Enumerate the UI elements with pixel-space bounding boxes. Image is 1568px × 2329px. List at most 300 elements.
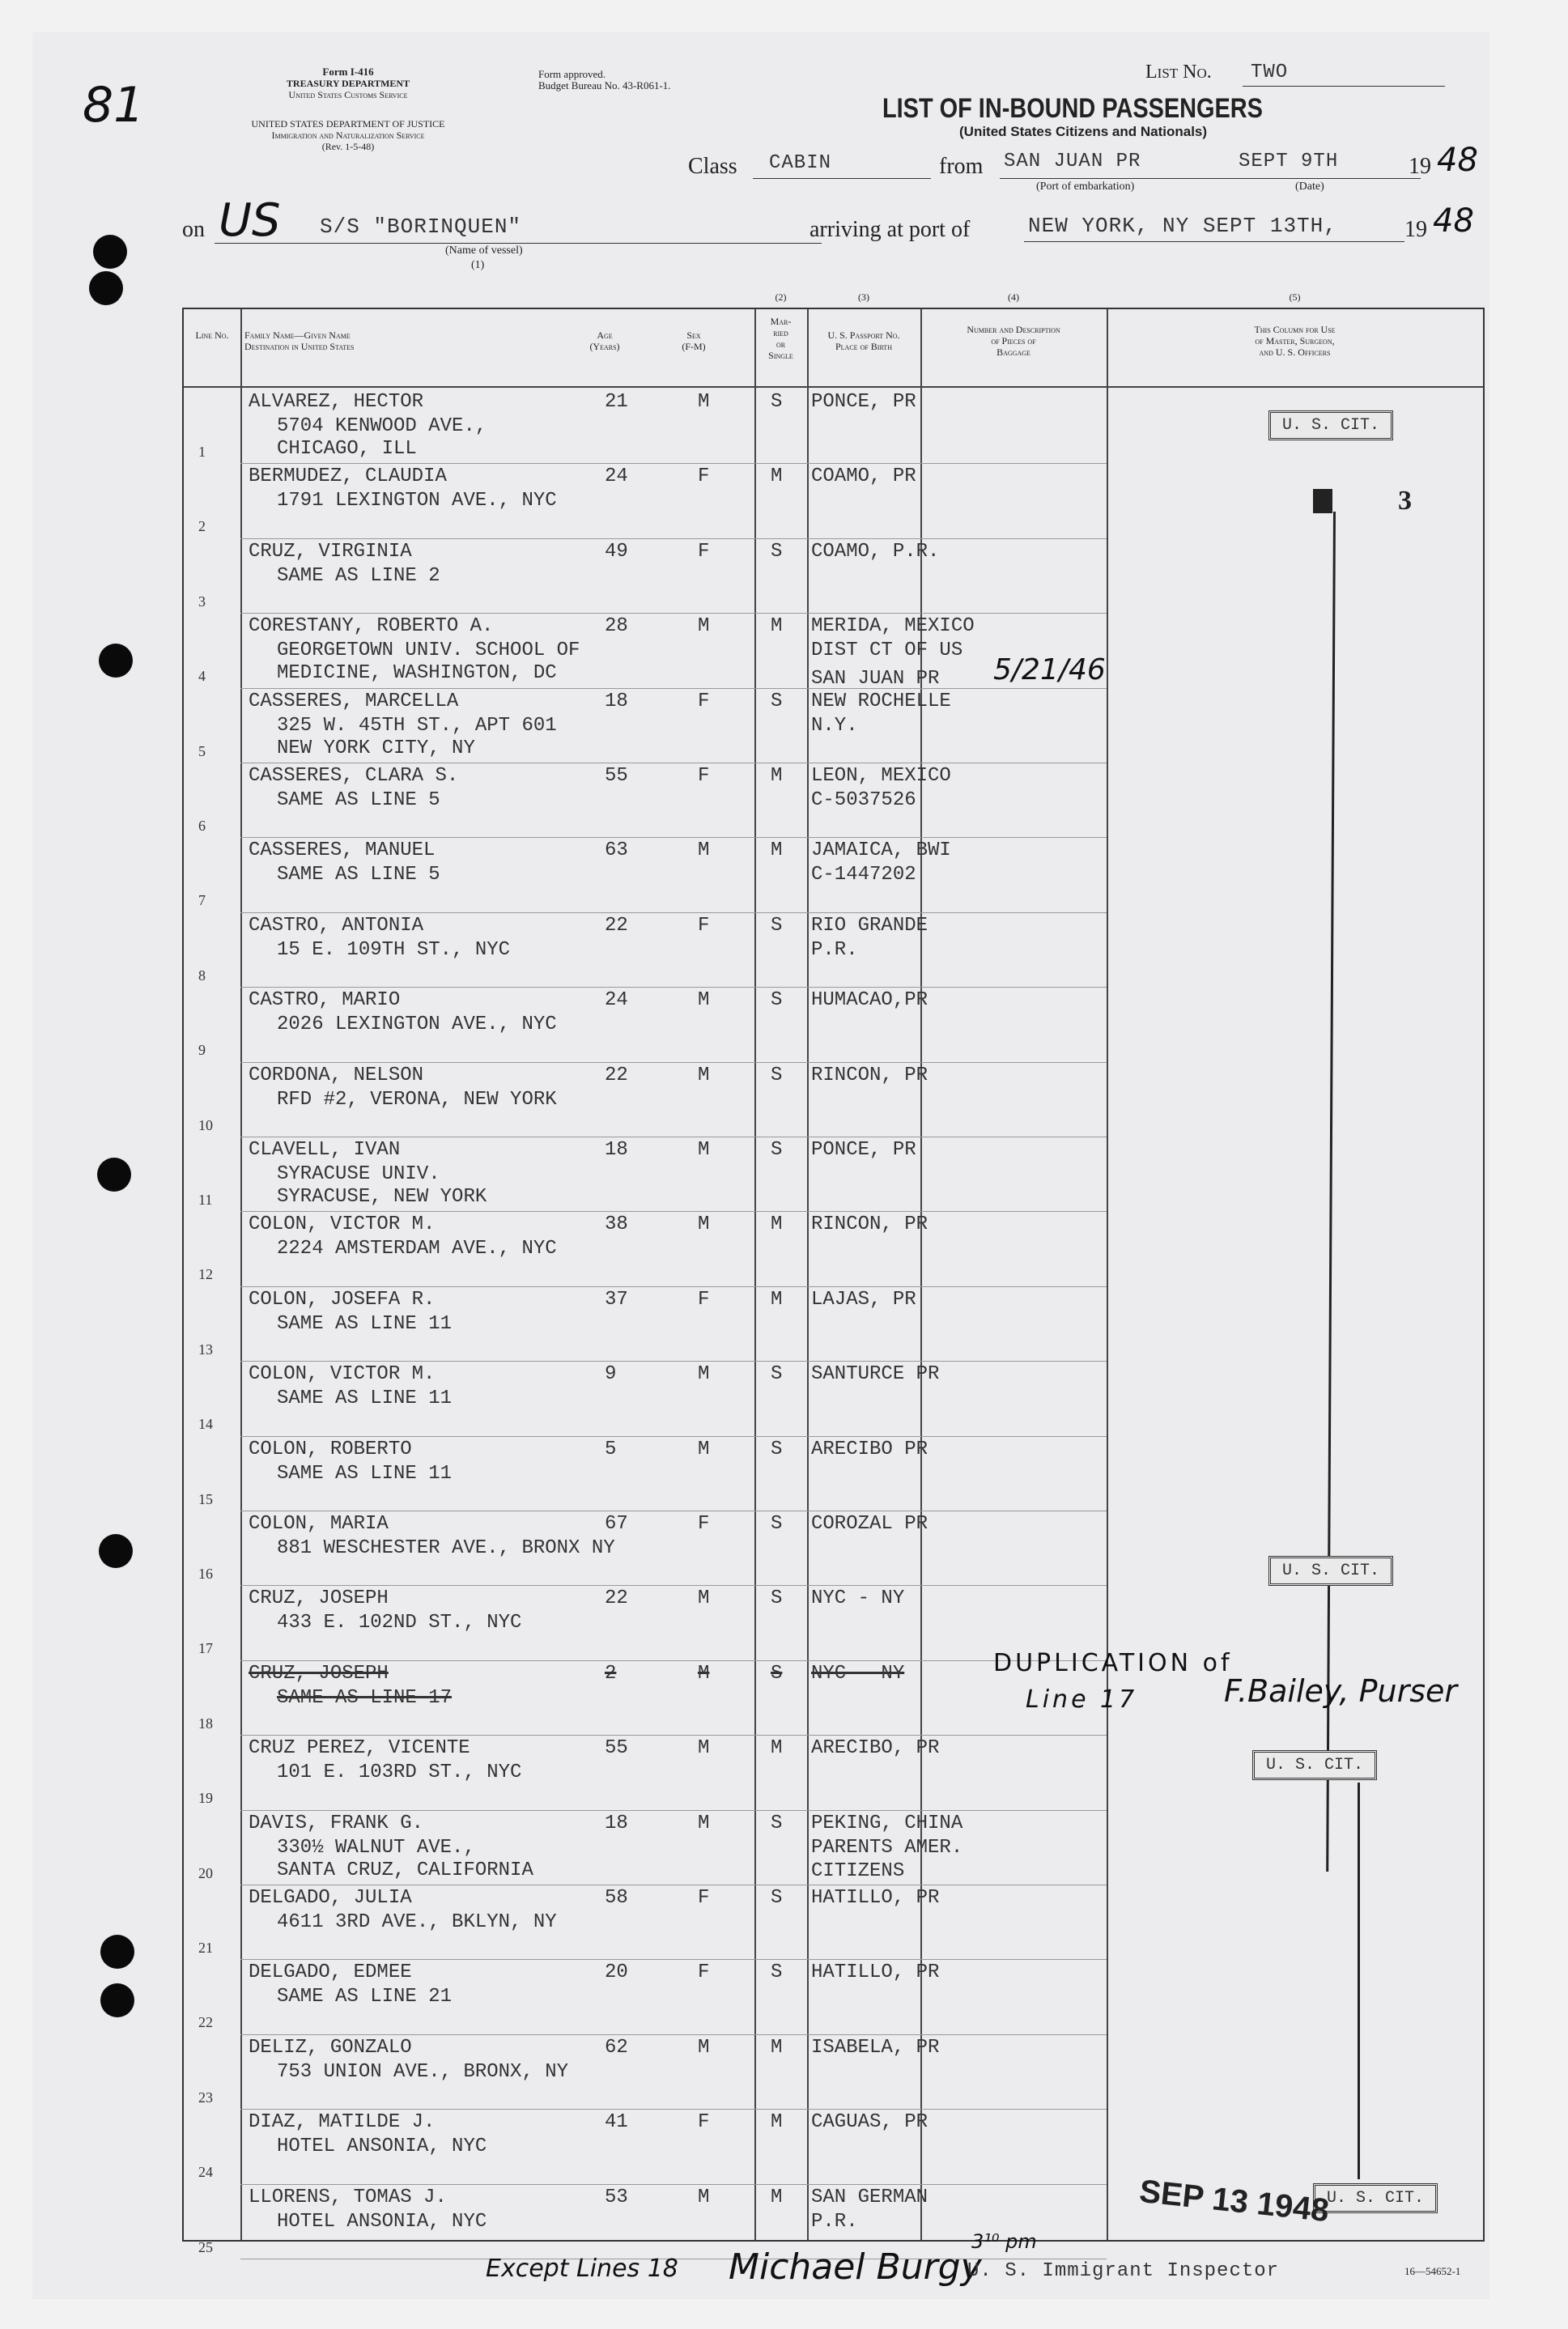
row-divider [240, 987, 1107, 988]
col1-caption: (1) [471, 259, 485, 271]
destination-line1: 2026 LEXINGTON AVE., NYC [277, 1014, 557, 1036]
row-divider [240, 1062, 1107, 1063]
destination-line1: 330½ WALNUT AVE., [277, 1836, 475, 1859]
col-header-sex: Sex (F-M) [682, 329, 706, 352]
passenger-name: COLON, VICTOR M. [249, 1363, 436, 1386]
passenger-name: CORESTANY, ROBERTO A. [249, 615, 494, 638]
passenger-list-page [32, 32, 1489, 2299]
marital-status: M [771, 2036, 783, 2059]
age: 21 [605, 391, 628, 413]
destination-line1: 101 E. 103RD ST., NYC [277, 1762, 522, 1784]
sex: F [698, 1961, 710, 1984]
row-divider [240, 2109, 1107, 2110]
passenger-name: CASSERES, CLARA S. [249, 765, 459, 787]
age: 18 [605, 690, 628, 712]
passenger-name: CORDONA, NELSON [249, 1064, 424, 1086]
birthplace-line2: C-1447202 [811, 864, 916, 886]
sex: M [698, 1587, 710, 1610]
table-row [184, 540, 1483, 616]
birthplace-line2: DIST CT OF US [811, 640, 963, 662]
us-cit-stamp: U. S. CIT. [1268, 1556, 1393, 1586]
passenger-name: ALVAREZ, HECTOR [249, 391, 424, 413]
check-arrow-line [1358, 1783, 1360, 2179]
sex: F [698, 914, 710, 937]
birthplace-line1: RINCON, PR [811, 1064, 928, 1086]
count-mark-icon [1313, 489, 1332, 513]
marital-status: S [771, 1812, 783, 1834]
birthplace-line1: HUMACAO,PR [811, 989, 928, 1012]
birthplace-line1: COAMO, PR [811, 465, 916, 488]
age: 18 [605, 1812, 628, 1834]
birthplace-line2: N.Y. [811, 714, 858, 737]
table-row [184, 2110, 1483, 2187]
passenger-name: DAVIS, FRANK G. [249, 1812, 424, 1834]
row-divider [240, 2184, 1107, 2185]
dept-treasury: TREASURY DEPARTMENT [286, 78, 410, 89]
marital-status: S [771, 540, 783, 563]
line-number: 25 [198, 2238, 213, 2255]
birthplace-line1: COAMO, P.R. [811, 540, 940, 563]
age: 53 [605, 2186, 628, 2208]
destination-line2: NEW YORK CITY, NY [277, 737, 475, 759]
us-cit-stamp: U. S. CIT. [1313, 2183, 1438, 2213]
birthplace-line1: ISABELA, PR [811, 2036, 940, 2059]
year-hand: 48 [1437, 142, 1478, 179]
line-number: 6 [198, 818, 206, 834]
passenger-name: DELGADO, EDMEE [249, 1961, 412, 1984]
birthplace-line1: NYC - NY [811, 1662, 905, 1685]
sex: F [698, 1887, 710, 1909]
row-divider [240, 463, 1107, 464]
destination-line1: SAME AS LINE 21 [277, 1986, 453, 2008]
sex: F [698, 1513, 710, 1535]
birthplace-line1: LEON, MEXICO [811, 765, 951, 787]
row-divider [240, 1585, 1107, 1586]
age: 18 [605, 1139, 628, 1161]
passenger-name: DELGADO, JULIA [249, 1887, 412, 1909]
destination-line1: RFD #2, VERONA, NEW YORK [277, 1088, 557, 1111]
date-stamp: SEP 13 1948 [1137, 2173, 1331, 2229]
passenger-table [182, 291, 1485, 2255]
purser-signature: F.Bailey, Purser [1224, 1673, 1458, 1709]
passenger-name: DELIZ, GONZALO [249, 2036, 412, 2059]
us-cit-stamp: U. S. CIT. [1268, 410, 1393, 440]
sex: M [698, 1812, 710, 1834]
col-header-officers: This Column for Use of Master, Surgeon, and U. S. Officers [1254, 324, 1336, 358]
destination-line2: CHICAGO, ILL [277, 438, 417, 460]
age: 22 [605, 1064, 628, 1086]
destination-line1: 2224 AMSTERDAM AVE., NYC [277, 1238, 557, 1260]
passenger-name: LLORENS, TOMAS J. [249, 2186, 447, 2208]
marital-status: S [771, 1438, 783, 1460]
age: 62 [605, 2036, 628, 2059]
punch-hole [100, 1983, 134, 2017]
passenger-name: CASSERES, MARCELLA [249, 690, 459, 712]
marital-status: M [771, 1213, 783, 1236]
duplication-note: DUPLICATION of [993, 1649, 1233, 1677]
birthplace-line2: C-5037526 [811, 789, 916, 811]
punch-hole [99, 644, 133, 678]
age: 55 [605, 1737, 628, 1760]
punch-hole [99, 1534, 133, 1568]
table-row [184, 1587, 1483, 1663]
col-header-passport: U. S. Passport No. Place of Birth [827, 329, 900, 352]
embark-date: SEPT 9TH [1239, 151, 1339, 172]
port-caption: (Port of embarkation) [1036, 181, 1135, 193]
row-divider [240, 613, 1107, 614]
line-number: 24 [198, 2164, 213, 2181]
marital-status: M [771, 2186, 783, 2208]
marital-status: M [771, 1737, 783, 1760]
class-line [753, 178, 931, 179]
birthplace-line1: RIO GRANDE [811, 914, 928, 937]
row4-handwritten-date: 5/21/46 [993, 653, 1106, 686]
sex: F [698, 690, 710, 712]
row-divider [240, 538, 1107, 539]
marital-status: S [771, 1961, 783, 1984]
row-divider [240, 912, 1107, 913]
age: 49 [605, 540, 628, 563]
line-number: 16 [198, 1566, 213, 1582]
col-header-2: (2) [775, 291, 787, 303]
line-number: 22 [198, 2014, 213, 2031]
vessel-caption: (Name of vessel) [445, 244, 523, 257]
passenger-name: CRUZ PEREZ, VICENTE [249, 1737, 470, 1760]
birthplace-line1: MERIDA, MEXICO [811, 615, 975, 638]
age: 22 [605, 914, 628, 937]
row-divider [240, 688, 1107, 689]
row-divider [240, 1286, 1107, 1287]
form-code: 16—54652-1 [1404, 2265, 1461, 2277]
line-number: 18 [198, 1715, 213, 1732]
row4-birth-line3: SAN JUAN PR [811, 668, 940, 690]
inspector-label: U. S. Immigrant Inspector [967, 2260, 1280, 2282]
line-number: 9 [198, 1042, 206, 1059]
passenger-name: CASTRO, ANTONIA [249, 914, 424, 937]
footer-note: Except Lines 18 [486, 2255, 678, 2283]
destination-line2: MEDICINE, WASHINGTON, DC [277, 662, 557, 685]
marital-status: S [771, 1662, 783, 1685]
dept-customs: United States Customs Service [288, 89, 408, 100]
line-number: 23 [198, 2089, 213, 2106]
passenger-name: CRUZ, VIRGINIA [249, 540, 412, 563]
table-row [184, 839, 1483, 915]
sex: M [698, 1213, 710, 1236]
col-header-3: (3) [858, 291, 869, 303]
vessel-line [215, 243, 822, 244]
arr-year-hand: 48 [1433, 202, 1474, 240]
from-label: from [939, 154, 984, 179]
passenger-name: BERMUDEZ, CLAUDIA [249, 465, 447, 488]
age: 58 [605, 1887, 628, 1909]
line-number: 13 [198, 1341, 213, 1358]
birthplace-line2: P.R. [811, 938, 858, 961]
row20-birth-line3: CITIZENS [811, 1860, 905, 1882]
row-divider [240, 1211, 1107, 1212]
birthplace-line2: P.R. [811, 2210, 858, 2233]
arriving-label: arriving at port of [809, 217, 971, 242]
age: 24 [605, 989, 628, 1012]
birthplace-line1: SANTURCE PR [811, 1363, 940, 1386]
row-divider [240, 1810, 1107, 1811]
destination-line1: 1791 LEXINGTON AVE., NYC [277, 490, 557, 512]
table-row [184, 1886, 1483, 1962]
header-divider [184, 386, 1483, 388]
marital-status: S [771, 690, 783, 712]
destination-line1: HOTEL ANSONIA, NYC [277, 2210, 487, 2233]
destination-line1: SAME AS LINE 11 [277, 1462, 453, 1485]
age: 20 [605, 1961, 628, 1984]
us-cit-stamp: U. S. CIT. [1252, 1750, 1377, 1780]
dept-ins: Immigration and Naturalization Service [271, 130, 425, 141]
birthplace-line2: PARENTS AMER. [811, 1836, 963, 1859]
col-header-line-no: Line No. [195, 329, 229, 341]
sex: M [698, 1064, 710, 1086]
birthplace-line1: ARECIBO PR [811, 1438, 928, 1460]
destination-line1: SAME AS LINE 17 [277, 1686, 453, 1709]
passenger-name: CRUZ, JOSEPH [249, 1662, 389, 1685]
sex: M [698, 989, 710, 1012]
line-number: 7 [198, 892, 206, 909]
table-row [184, 764, 1483, 840]
list-no-line [1243, 86, 1445, 87]
line-number: 11 [198, 1192, 213, 1208]
age: 9 [605, 1363, 617, 1386]
col-header-married: Mar- ried or Single [768, 316, 793, 361]
marital-status: M [771, 1288, 783, 1311]
page-title: LIST OF IN-BOUND PASSENGERS [882, 93, 1263, 124]
passenger-name: CRUZ, JOSEPH [249, 1587, 389, 1610]
birthplace-line1: ARECIBO, PR [811, 1737, 940, 1760]
table-row [184, 1961, 1483, 2037]
year-prefix: 19 [1409, 154, 1431, 179]
table-row [184, 2036, 1483, 2112]
row-divider [240, 2034, 1107, 2035]
destination-line1: SYRACUSE UNIV. [277, 1163, 440, 1185]
age: 38 [605, 1213, 628, 1236]
marital-status: M [771, 465, 783, 488]
sex: F [698, 1288, 710, 1311]
marital-status: S [771, 1064, 783, 1086]
birthplace-line1: SAN GERMAN [811, 2186, 928, 2208]
destination-line1: SAME AS LINE 11 [277, 1388, 453, 1410]
passenger-name: DIAZ, MATILDE J. [249, 2111, 436, 2134]
punch-hole [93, 235, 127, 269]
sex: F [698, 765, 710, 787]
birthplace-line1: RINCON, PR [811, 1213, 928, 1236]
marital-status: S [771, 989, 783, 1012]
count-mark: 3 [1398, 486, 1412, 516]
marital-status: S [771, 1587, 783, 1610]
passenger-name: COLON, VICTOR M. [249, 1213, 436, 1236]
sex: M [698, 1438, 710, 1460]
birthplace-line1: PEKING, CHINA [811, 1812, 963, 1834]
table-row [184, 1138, 1483, 1214]
vessel-name: S/S "BORINQUEN" [320, 215, 522, 239]
on-label: on [182, 217, 205, 242]
table-row [184, 690, 1483, 766]
destination-line1: 325 W. 45TH ST., APT 601 [277, 714, 557, 737]
duplication-note-line: Line 17 [1026, 1685, 1138, 1714]
line-number: 17 [198, 1640, 213, 1657]
line-number: 4 [198, 668, 206, 685]
col-header-baggage: Number and Description of Pieces of Baggage [967, 324, 1060, 358]
passenger-name: CASSERES, MANUEL [249, 839, 436, 862]
inspector-time: 3¹⁰ pm [971, 2230, 1037, 2253]
destination-line1: SAME AS LINE 2 [277, 564, 440, 587]
sex: M [698, 2186, 710, 2208]
destination-line2: SYRACUSE, NEW YORK [277, 1186, 487, 1208]
sex: M [698, 839, 710, 862]
destination-line1: SAME AS LINE 11 [277, 1312, 453, 1335]
destination-line1: 753 UNION AVE., BRONX, NY [277, 2060, 569, 2083]
birthplace-line1: NYC - NY [811, 1587, 905, 1610]
list-no-label: List No. [1145, 62, 1212, 83]
destination-line1: HOTEL ANSONIA, NYC [277, 2136, 487, 2158]
sex: M [698, 1737, 710, 1760]
budget: Budget Bureau No. 43-R061-1. [538, 79, 671, 91]
birthplace-line1: PONCE, PR [811, 391, 916, 413]
col-header-4: (4) [1008, 291, 1019, 303]
destination-line1: 4611 3RD AVE., BKLYN, NY [277, 1911, 557, 1933]
birthplace-line1: CAGUAS, PR [811, 2111, 928, 2134]
marital-status: M [771, 615, 783, 638]
age: 63 [605, 839, 628, 862]
port-embark: SAN JUAN PR [1004, 151, 1141, 172]
destination-line2: SANTA CRUZ, CALIFORNIA [277, 1859, 533, 1881]
col-header-age: Age (Years) [589, 329, 620, 352]
destination-line1: GEORGETOWN UNIV. SCHOOL OF [277, 640, 580, 662]
birthplace-line1: JAMAICA, BWI [811, 839, 951, 862]
date-caption: (Date) [1295, 181, 1324, 193]
age: 2 [605, 1662, 617, 1685]
age: 24 [605, 465, 628, 488]
age: 28 [605, 615, 628, 638]
punch-hole [89, 271, 123, 305]
passenger-name: CLAVELL, IVAN [249, 1139, 401, 1161]
line-number: 21 [198, 1940, 213, 1956]
age: 5 [605, 1438, 617, 1460]
arr-year-prefix: 19 [1404, 217, 1427, 242]
row-divider [240, 1959, 1107, 1960]
sex: M [698, 615, 710, 638]
sex: M [698, 1139, 710, 1161]
on-hand: US [219, 194, 281, 247]
marital-status: M [771, 2111, 783, 2134]
birthplace-line1: HATILLO, PR [811, 1887, 940, 1909]
row-divider [240, 837, 1107, 838]
marital-status: S [771, 391, 783, 413]
approved: Form approved. [538, 68, 606, 80]
class-value: CABIN [769, 152, 832, 174]
sex: F [698, 2111, 710, 2134]
age: 67 [605, 1513, 628, 1535]
col-header-5: (5) [1289, 291, 1301, 303]
passenger-name: COLON, MARIA [249, 1513, 389, 1535]
revision: (Rev. 1-5-48) [321, 141, 375, 152]
row-divider [240, 1735, 1107, 1736]
table-row [184, 914, 1483, 990]
age: 41 [605, 2111, 628, 2134]
passenger-name: CASTRO, MARIO [249, 989, 401, 1012]
line-number: 2 [198, 518, 206, 535]
destination-line1: SAME AS LINE 5 [277, 864, 440, 886]
from-line [1000, 178, 1421, 179]
passenger-name: COLON, ROBERTO [249, 1438, 412, 1460]
line-number: 14 [198, 1416, 213, 1433]
destination-line1: SAME AS LINE 5 [277, 789, 440, 811]
sex: F [698, 540, 710, 563]
age: 22 [605, 1587, 628, 1610]
table-row [184, 1362, 1483, 1439]
sex: F [698, 465, 710, 488]
marital-status: S [771, 1513, 783, 1535]
line-number: 20 [198, 1864, 213, 1881]
form-number: Form I-416 [322, 66, 374, 78]
birthplace-line1: PONCE, PR [811, 1139, 916, 1161]
sex: M [698, 2036, 710, 2059]
arrival-port: NEW YORK, NY SEPT 13TH, [1028, 214, 1337, 238]
destination-line1: 881 WESCHESTER AVE., BRONX NY [277, 1537, 615, 1559]
marital-status: S [771, 1887, 783, 1909]
table-row [184, 1213, 1483, 1289]
table-row [184, 1288, 1483, 1364]
page-subtitle: (United States Citizens and Nationals) [959, 124, 1208, 139]
list-no-value: TWO [1251, 62, 1289, 83]
age: 37 [605, 1288, 628, 1311]
line-number: 10 [198, 1116, 213, 1133]
line-number: 3 [198, 593, 206, 610]
destination-line1: 5704 KENWOOD AVE., [277, 415, 487, 437]
sex: M [698, 391, 710, 413]
marital-status: S [771, 1139, 783, 1161]
line-number: 1 [198, 444, 206, 460]
col-header-name: Family Name—Given Name Destination in United States [244, 329, 355, 352]
destination-line1: 433 E. 102ND ST., NYC [277, 1612, 522, 1634]
marital-status: M [771, 839, 783, 862]
class-label: Class [688, 154, 737, 179]
arriving-line [1024, 241, 1404, 242]
marital-status: M [771, 765, 783, 787]
row-divider [240, 1436, 1107, 1437]
marital-status: S [771, 1363, 783, 1386]
row-divider [240, 1660, 1107, 1661]
margin-note: 81 [83, 77, 145, 134]
line-number: 12 [198, 1266, 213, 1283]
line-number: 15 [198, 1490, 213, 1507]
table-row [184, 465, 1483, 541]
punch-hole [100, 1935, 134, 1969]
birthplace-line1: NEW ROCHELLE [811, 690, 951, 712]
birthplace-line1: COROZAL PR [811, 1513, 928, 1535]
table-row [184, 988, 1483, 1065]
dept-justice: UNITED STATES DEPARTMENT OF JUSTICE [251, 118, 445, 130]
inspector-signature: Michael Burgy [729, 2246, 982, 2288]
line-number: 19 [198, 1790, 213, 1807]
passenger-name: COLON, JOSEFA R. [249, 1288, 436, 1311]
birthplace-line1: LAJAS, PR [811, 1288, 916, 1311]
line-number: 8 [198, 967, 206, 984]
birthplace-line1: HATILLO, PR [811, 1961, 940, 1984]
table-row [184, 1438, 1483, 1514]
destination-line1: 15 E. 109TH ST., NYC [277, 938, 511, 961]
row-divider [240, 1361, 1107, 1362]
table-row [184, 1064, 1483, 1140]
marital-status: S [771, 914, 783, 937]
age: 55 [605, 765, 628, 787]
sex: M [698, 1662, 710, 1685]
line-number: 5 [198, 742, 206, 759]
